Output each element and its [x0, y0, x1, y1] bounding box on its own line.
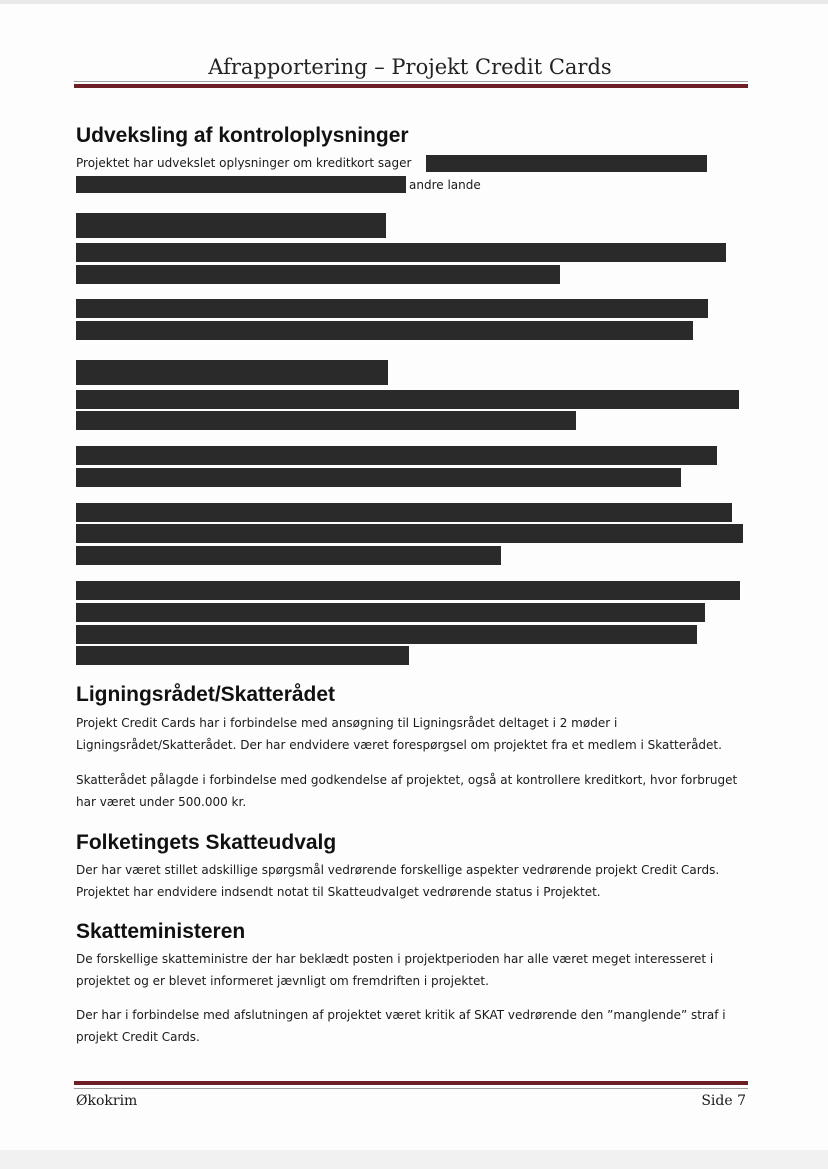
- redaction-block: [76, 603, 705, 622]
- scan-top-edge: [0, 0, 828, 4]
- redaction-block: [76, 265, 560, 284]
- redaction-block: [76, 581, 740, 600]
- redaction-block: [76, 243, 726, 262]
- header-rule-thin: [74, 81, 748, 82]
- redaction-block: [76, 176, 406, 193]
- page-number: Side 7: [701, 1093, 746, 1109]
- redaction-block: [76, 321, 693, 340]
- section2-paragraph-2: Skatterådet pålagde i forbindelse med godkendelse af projektet, også at kontrollere kreditkort, hvor forbruget har været under 500.000 kr.: [76, 773, 738, 809]
- footer-rule-thin: [74, 1088, 748, 1089]
- redaction-block: [76, 503, 732, 522]
- section2-paragraph-1: Projekt Credit Cards har i forbindelse med ansøgning til Ligningsrådet deltaget i 2 møder i Ligningsrådet/Skatterådet. Der har endvidere været forespørgsel om projektet fra et medlem i Skatterådet.: [76, 716, 722, 752]
- redaction-block: [76, 646, 409, 665]
- section4-paragraph-2: Der har i forbindelse med afslutningen af projektet været kritik af SKAT vedrørende den ”manglende” straf i projekt Credit Cards.: [76, 1008, 726, 1044]
- section-heading-kontroloplysninger: Udveksling af kontroloplysninger: [76, 124, 409, 147]
- header-rule: [74, 84, 748, 88]
- redaction-block: [76, 468, 681, 487]
- footer-rule: [74, 1081, 748, 1085]
- redaction-block: [76, 299, 708, 318]
- redaction-block: [76, 446, 717, 465]
- section-heading-skatteraadet: Ligningsrådet/Skatterådet: [76, 683, 336, 706]
- section-heading-skatteministeren: Skatteministeren: [76, 920, 246, 943]
- section-heading-skatteudvalg: Folketingets Skatteudvalg: [76, 831, 337, 854]
- redaction-block: [76, 546, 501, 565]
- section4-paragraph-1: De forskellige skatteministre der har beklædt posten i projektperioden har alle været meget interesseret i projektet og er blevet informeret jævnligt om fremdriften i projektet.: [76, 952, 714, 988]
- redaction-block: [76, 524, 743, 543]
- redaction-block: [76, 390, 739, 409]
- section1-line1: Projektet har udvekslet oplysninger om kreditkort sager: [76, 156, 412, 170]
- redaction-block: [76, 213, 386, 238]
- section3-paragraph-1: Der har været stillet adskillige spørgsmål vedrørende forskellige aspekter vedrørende projekt Credit Cards. Projektet har endvidere indsendt notat til Skatteudvalget vedrørende status i Projektet.: [76, 863, 720, 899]
- redaction-block: [76, 360, 388, 385]
- redaction-block: [426, 155, 707, 172]
- redaction-block: [76, 625, 697, 644]
- section1-line2-tail: andre lande: [409, 178, 481, 192]
- scan-bottom-edge: [0, 1150, 828, 1169]
- redaction-block: [76, 411, 576, 430]
- footer-organization: Økokrim: [76, 1093, 138, 1109]
- page-header-title: Afrapportering – Projekt Credit Cards: [208, 55, 612, 79]
